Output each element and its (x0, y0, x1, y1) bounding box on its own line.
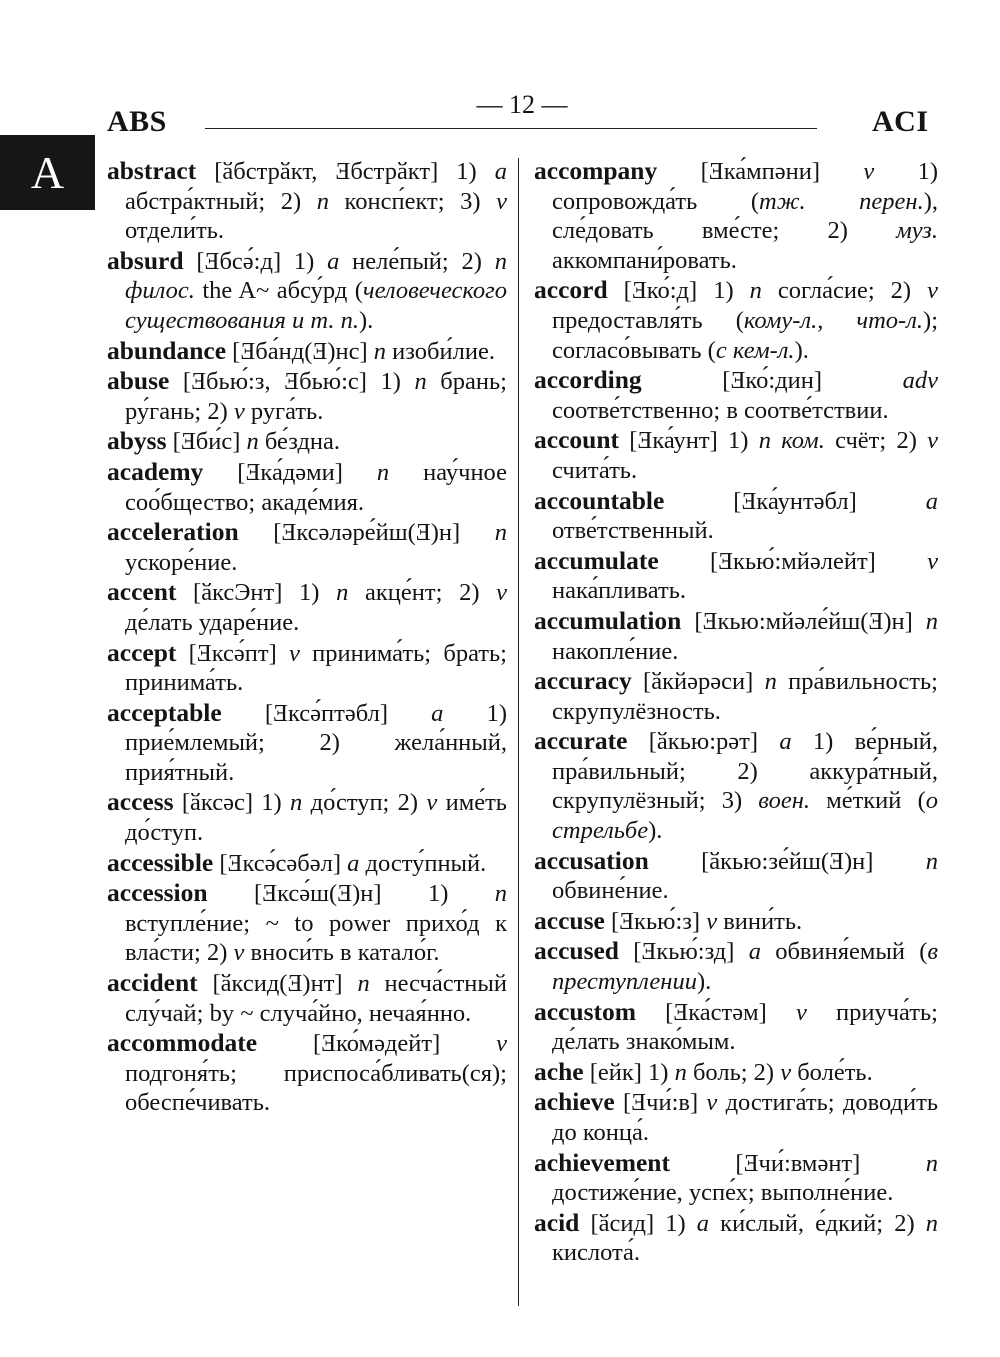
grammar-label: n (925, 847, 938, 875)
grammar-label: n (925, 1209, 938, 1237)
entry-text: кислота́. (552, 1239, 641, 1267)
grammar-label: в преступлении (552, 938, 939, 996)
dictionary-entry (107, 156, 507, 246)
entry-text: [Ǝка́мпǝни] (657, 158, 864, 185)
grammar-label: v (706, 907, 718, 935)
dictionary-entry (534, 906, 938, 937)
dictionary-entry (534, 156, 938, 275)
dictionary-entry (107, 878, 507, 968)
entry-text: [Ǝби́с] (166, 428, 247, 456)
grammar-label: n ком. (758, 427, 825, 455)
dictionary-entry (534, 425, 938, 485)
grammar-label: тж. перен. (759, 187, 924, 215)
grammar-label: v (706, 1089, 718, 1117)
grammar-label: v (795, 998, 807, 1026)
entry-text: ). (359, 306, 374, 334)
grammar-label: a (494, 158, 507, 185)
header-rule (205, 128, 817, 129)
entry-text: счита́ть. (552, 456, 638, 484)
grammar-label: воен. (758, 787, 811, 815)
entry-text: 1) прие́млемый; 2) жела́нный, прия́тный. (125, 699, 507, 786)
grammar-label: v (496, 1030, 507, 1058)
entry-text: абстра́ктный; 2) (125, 187, 317, 215)
entry-text: предоставля́ть ( (552, 306, 744, 334)
dictionary-entry (107, 246, 507, 336)
entry-text: нау́чное соо́бщество; акаде́мия. (125, 458, 507, 516)
guide-word-left: ABS (107, 105, 167, 138)
entry-text: боле́ть. (791, 1058, 873, 1086)
entry-text: руга́ть. (244, 397, 324, 425)
headword: according (534, 365, 642, 395)
dictionary-entry (534, 666, 938, 726)
entry-text: [Ǝксǝ́ш(Ǝ)н] 1) (207, 880, 495, 908)
entry-text: [ӑксид(Ǝ)нт] (197, 970, 358, 998)
grammar-label: n (336, 579, 349, 607)
grammar-label: v (863, 158, 875, 185)
entry-text: [Ǝко́:дин] (641, 367, 903, 395)
grammar-label: v (289, 639, 300, 667)
grammar-label: n (357, 970, 370, 998)
entry-text: [Ǝка́стǝм] (635, 998, 796, 1026)
entry-text: ). (696, 968, 712, 996)
headword: acceptable (107, 697, 222, 727)
grammar-label: v (496, 579, 508, 607)
headword: accept (107, 637, 177, 667)
entry-text: [Ǝксǝ́птǝбл] (221, 699, 432, 727)
dictionary-entry (107, 698, 507, 788)
dictionary-entry (107, 517, 507, 577)
grammar-label: n (764, 668, 777, 696)
entry-text: [Ǝка́унт] 1) (619, 427, 759, 455)
headword: accuse (534, 905, 605, 935)
headword: abuse (107, 366, 170, 396)
dictionary-entry (107, 336, 507, 367)
thumb-index-letter: A (30, 147, 65, 198)
headword: abundance (107, 335, 227, 365)
dictionary-entry (534, 846, 938, 906)
column-divider (518, 158, 519, 1306)
entry-text: отве́тственный. (552, 517, 714, 545)
entry-text: ме́ткий ( (810, 787, 926, 815)
grammar-label: v (927, 277, 938, 305)
entry-text: накопле́ние. (552, 637, 679, 665)
dictionary-entry (534, 726, 938, 845)
grammar-label: n (290, 789, 303, 817)
dictionary-entry (107, 1028, 507, 1118)
grammar-label: о стрельбе (552, 787, 939, 845)
entry-text: ускоре́ние. (125, 548, 238, 576)
entry-text: [Ǝкью́:з] (604, 907, 707, 935)
grammar-label: v (927, 427, 938, 455)
headword: access (107, 787, 174, 817)
headword: account (534, 425, 619, 455)
entry-text: отдели́ть. (125, 217, 224, 245)
entry-text: до́ступ; 2) (302, 789, 427, 817)
grammar-label: a (431, 699, 444, 727)
entry-text: аккомпани́ровать. (552, 246, 737, 274)
entry-text: ки́слый, е́дкий; 2) (709, 1209, 926, 1237)
entry-text: брань; ру́гань; 2) (125, 368, 507, 425)
dictionary-entry (534, 936, 938, 996)
grammar-label: n (376, 458, 390, 486)
entry-text: [ӑксǝс] 1) (173, 789, 291, 817)
dictionary-entry (107, 426, 507, 457)
dictionary-entry (107, 787, 507, 847)
dictionary-entry (534, 1208, 938, 1268)
entry-text: ), сле́довать вме́сте; 2) (552, 187, 939, 245)
grammar-label: человеческого существования и т. п. (125, 277, 507, 334)
dictionary-entry (534, 365, 938, 425)
entry-text: приуча́ть; де́лать знако́мым. (552, 998, 938, 1056)
headword: accustom (534, 996, 636, 1026)
entry-text: the A~ абсу́рд ( (194, 277, 363, 305)
dictionary-entry (534, 997, 938, 1057)
grammar-label: a (696, 1209, 710, 1237)
entry-text: изоби́лие. (386, 337, 495, 365)
entry-text: вступле́ние; ~ to power прихо́д к вла́сти; 2) (125, 909, 507, 967)
entry-text: [Ǝка́дǝми] (203, 458, 377, 486)
headword: accused (534, 936, 619, 966)
grammar-label: муз. (896, 217, 938, 245)
headword: achieve (534, 1087, 615, 1117)
entry-text: [Ǝкью́:зд] (619, 938, 749, 966)
entry-text: ). (648, 817, 663, 845)
dictionary-entry (534, 546, 938, 606)
entry-text: [Ǝбсǝ́:д] 1) (183, 247, 328, 275)
dictionary-entry (534, 275, 938, 365)
entry-text: пра́вильность; скрупулёзность. (552, 668, 938, 725)
entry-text: [Ǝчи́:в] (614, 1089, 707, 1117)
headword: accession (107, 878, 208, 908)
entry-text: [Ǝбью́:з, Ǝбью́:с] 1) (169, 368, 415, 396)
guide-word-right: ACI (872, 105, 929, 138)
headword: accurate (534, 726, 628, 756)
grammar-label: n (494, 880, 507, 908)
grammar-label: с кем-л. (715, 336, 795, 364)
entry-text: [ӑсид] 1) (579, 1209, 697, 1237)
entry-text: ); согласо́вывать ( (552, 306, 938, 364)
grammar-label: adv (902, 367, 938, 395)
grammar-label: a (748, 938, 761, 966)
entry-text: 1) ве́рный, пра́вильный; 2) аккура́тный, скрупулёзный; 3) (552, 728, 938, 815)
entry-text: [Ǝксǝ́пт] (176, 639, 290, 667)
entry-text: соотве́тственно; в соотве́тствии. (552, 396, 889, 424)
dictionary-entry (107, 577, 507, 637)
entry-text: [ӑксЭнт] 1) (176, 579, 337, 607)
grammar-label: n филос. (125, 247, 507, 305)
grammar-label: v (426, 789, 438, 817)
entry-text: 1) сопровожда́ть ( (552, 158, 938, 215)
dictionary-entry (107, 457, 507, 517)
entry-text: несча́стный слу́чай; by ~ случа́йно, нечая́нно. (125, 970, 507, 1027)
headword: ache (534, 1056, 584, 1086)
dictionary-entry (534, 1148, 938, 1208)
entry-text: [ейк] 1) (583, 1058, 675, 1086)
entry-text: [ӑкйǝрǝси] (631, 668, 765, 696)
dictionary-entry (534, 606, 938, 666)
dictionary-entry (534, 486, 938, 546)
headword: absurd (107, 245, 184, 275)
grammar-label: a (347, 849, 360, 877)
grammar-label: n (246, 428, 259, 456)
entry-text: подгоня́ть; приспоса́бливать(ся); обеспе́чивать. (125, 1059, 507, 1117)
headword: accumulate (534, 545, 659, 575)
headword: achievement (534, 1147, 670, 1177)
grammar-label: n (925, 1149, 938, 1177)
grammar-label: n (316, 187, 329, 215)
dictionary-entry (107, 638, 507, 698)
page-number: — 12 — (476, 90, 568, 119)
entry-text: досту́пный. (359, 849, 487, 877)
grammar-label: v (780, 1058, 792, 1086)
headword: accuracy (534, 666, 632, 696)
entry-text: бе́здна. (258, 428, 341, 456)
grammar-label: v (233, 397, 245, 425)
entry-text: де́лать ударе́ние. (125, 608, 300, 636)
entry-text: вноси́ть в катало́г. (244, 939, 440, 967)
grammar-label: n (925, 607, 938, 635)
grammar-label: v (927, 547, 938, 575)
entry-text: [Ǝксǝ́сǝбǝл] (213, 849, 348, 877)
dictionary-entry (107, 968, 507, 1028)
entry-text: [ӑбстрӑкт, Ǝбстрӑкт] 1) (196, 158, 495, 185)
entry-text: обвине́ние. (552, 877, 669, 905)
entry-text: [Ǝко́:д] 1) (607, 277, 750, 305)
entry-text: достига́ть; доводи́ть до конца́. (552, 1089, 938, 1146)
entry-text: [Ǝчи́:вмǝнт] (669, 1149, 926, 1177)
headword: accident (107, 968, 198, 998)
headword: accent (107, 577, 177, 607)
entry-text: принима́ть; брать; принима́ть. (125, 639, 507, 697)
entry-text: [Ǝкью:мйǝле́йш(Ǝ)н] (681, 607, 926, 635)
headword: accessible (107, 847, 214, 877)
entry-text: обвиня́емый ( (760, 938, 928, 966)
entry-text: [Ǝка́унтǝбл] (664, 487, 926, 515)
entry-text: неле́пый; 2) (339, 247, 495, 275)
grammar-label: n (749, 277, 762, 305)
entry-text: [Ǝба́нд(Ǝ)нс] (226, 337, 374, 365)
grammar-label: n (373, 337, 387, 365)
grammar-label: n (414, 368, 427, 396)
entry-text: [Ǝко́мǝдейт] (257, 1030, 497, 1058)
entry-text: [ӑкью:зе́йш(Ǝ)н] (648, 847, 926, 875)
entry-text: име́ть до́ступ. (125, 789, 507, 847)
entry-text: согла́сие; 2) (761, 277, 928, 305)
headword: academy (107, 456, 204, 486)
entry-text: консп́ект; 3) (328, 187, 497, 215)
grammar-label: a (779, 728, 792, 756)
entry-text: акце́нт; 2) (348, 579, 497, 607)
grammar-label: v (496, 187, 507, 215)
dictionary-entry (107, 848, 507, 879)
thumb-index-tab (0, 135, 95, 210)
dictionary-entry (534, 1087, 938, 1147)
entry-text: ). (794, 336, 809, 364)
headword: accumulation (534, 605, 682, 635)
entry-text: нака́пливать. (552, 577, 687, 605)
entry-text: достиже́ние, успе́х; выполне́ние. (552, 1179, 894, 1207)
headword: accusation (534, 845, 649, 875)
entry-text: вини́ть. (717, 907, 803, 935)
entry-text: счёт; 2) (824, 427, 928, 455)
headword: abstract (107, 156, 197, 185)
grammar-label: n (674, 1058, 687, 1086)
headword: accountable (534, 485, 665, 515)
headword: accompany (534, 156, 658, 185)
grammar-label: n (494, 519, 507, 547)
headword: abyss (107, 426, 167, 456)
right-column (534, 156, 938, 1268)
entry-text: боль; 2) (686, 1058, 781, 1086)
grammar-label: a (925, 487, 938, 515)
entry-text: [Ǝксǝлǝре́йш(Ǝ)н] (238, 519, 495, 547)
headword: acceleration (107, 517, 239, 547)
grammar-label: a (327, 247, 340, 275)
headword: acid (534, 1207, 580, 1237)
headword: accord (534, 275, 608, 305)
entry-text: [ӑкью:рǝт] (627, 728, 780, 756)
grammar-label: v (233, 939, 245, 967)
entry-text: [Ǝкью́:мйǝлейт] (658, 547, 928, 575)
dictionary-entry (107, 366, 507, 426)
left-column (107, 156, 507, 1118)
dictionary-entry (534, 1057, 938, 1088)
headword: accommodate (107, 1028, 258, 1058)
grammar-label: кому-л., что-л. (743, 306, 924, 334)
